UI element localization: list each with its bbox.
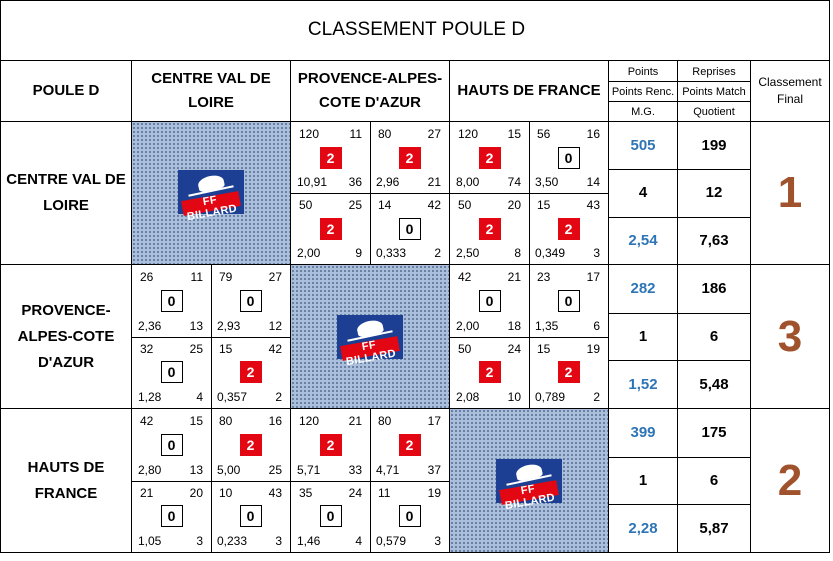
match-average: 5,00	[217, 462, 241, 477]
header-team-centre-line1: CENTRE VAL DE	[151, 70, 271, 87]
match-average: 2,96	[376, 175, 400, 189]
match-points: 50	[299, 198, 313, 212]
match-reprises: 24	[348, 485, 362, 500]
logo-text: FF BILLARD	[345, 338, 397, 369]
grid-line	[608, 504, 750, 505]
match-reprises: 21	[348, 414, 362, 428]
match-score-badge: 2	[320, 218, 342, 240]
grid-line	[0, 60, 830, 61]
match-reprises: 25	[348, 198, 362, 212]
match-score-badge: 2	[399, 147, 421, 169]
match-points: 15	[537, 198, 551, 212]
match-reprises: 21	[507, 270, 521, 284]
grid-line	[450, 193, 608, 194]
match-high-series: 4	[196, 390, 203, 404]
header-team-provence-line1: PROVENCE-ALPES-	[297, 70, 443, 87]
match-score-badge: 2	[479, 361, 501, 383]
match-high-series: 2	[434, 246, 441, 260]
match-points: 42	[140, 414, 154, 428]
match-high-series: 3	[196, 534, 203, 548]
match-average: 2,08	[456, 390, 480, 404]
grid-line	[291, 193, 449, 194]
stat-quotient: 5,48	[699, 375, 729, 393]
match-reprises: 19	[427, 485, 441, 500]
match-average: 2,36	[138, 318, 162, 333]
match-subcell	[291, 193, 370, 264]
match-reprises: 43	[586, 198, 600, 212]
row-label-provence-line2: ALPES-COTE	[17, 327, 115, 345]
match-reprises: 17	[586, 270, 600, 284]
match-points: 14	[378, 198, 392, 212]
header-classement	[751, 61, 829, 121]
match-average: 1,46	[297, 534, 321, 548]
match-subcell	[450, 122, 529, 193]
match-reprises: 15	[189, 414, 203, 428]
match-high-series: 13	[189, 318, 203, 333]
match-subcell	[450, 265, 529, 337]
match-average: 10,91	[297, 175, 328, 189]
match-average: 2,80	[138, 462, 162, 477]
final-rank: 1	[777, 168, 803, 217]
match-points: 120	[299, 127, 320, 141]
header-team-hauts: HAUTS DE FRANCE	[457, 82, 601, 99]
grid-line	[608, 60, 609, 553]
match-average: 1,28	[138, 390, 162, 404]
stat-points: 505	[630, 137, 656, 155]
grid-line	[0, 0, 1, 553]
match-subcell	[370, 481, 449, 553]
match-high-series: 36	[348, 175, 362, 189]
match-reprises: 20	[507, 198, 521, 212]
match-reprises: 16	[586, 127, 600, 141]
stat-points-renc: 4	[638, 184, 648, 202]
grid-line	[608, 313, 750, 314]
match-score-badge: 0	[399, 505, 421, 527]
header-group-label: POULE D	[32, 82, 100, 99]
match-average: 2,00	[456, 318, 480, 333]
match-high-series: 9	[355, 246, 362, 260]
match-score-badge: 2	[240, 434, 262, 456]
match-average: 1,05	[138, 534, 162, 548]
grid-line	[608, 101, 750, 102]
match-points: 35	[299, 485, 313, 500]
match-high-series: 2	[275, 390, 282, 404]
match-subcell	[370, 193, 449, 264]
match-reprises: 27	[268, 270, 282, 284]
match-average: 2,93	[217, 318, 241, 333]
match-score-badge: 0	[161, 434, 183, 456]
match-subcell	[291, 122, 370, 193]
header-team-centre	[132, 61, 290, 121]
grid-line	[608, 217, 750, 218]
ffbillard-logo	[178, 170, 244, 224]
match-high-series: 13	[189, 462, 203, 477]
match-average: 1,35	[535, 318, 559, 333]
match-points: 10	[219, 485, 233, 500]
header-classement-line2: Final	[776, 92, 803, 106]
match-subcell	[529, 265, 608, 337]
ffbillard-logo	[496, 459, 562, 513]
match-high-series: 14	[586, 175, 600, 189]
match-reprises: 42	[268, 341, 282, 356]
ffbillard-logo	[337, 315, 403, 369]
match-points: 42	[458, 270, 472, 284]
header-points-match: Points Match	[682, 85, 746, 98]
match-score-badge: 0	[320, 505, 342, 527]
match-score-badge: 2	[558, 361, 580, 383]
stat-points-renc: 1	[638, 327, 648, 345]
header-points-renc: Points Renc.	[611, 85, 675, 98]
header-team-provence	[291, 61, 449, 121]
grid-line	[449, 60, 450, 553]
match-high-series: 18	[507, 318, 521, 333]
match-subcell	[211, 337, 290, 409]
grid-line	[291, 481, 449, 482]
match-subcell	[291, 481, 370, 553]
match-points: 26	[140, 270, 154, 284]
match-score-badge: 0	[240, 505, 262, 527]
grid-line	[608, 169, 750, 170]
match-points: 32	[140, 341, 154, 356]
row-label-centre	[1, 122, 131, 264]
match-high-series: 2	[593, 390, 600, 404]
grid-line	[829, 0, 830, 553]
match-subcell	[291, 409, 370, 481]
match-points: 120	[299, 414, 320, 428]
match-subcell	[529, 193, 608, 264]
match-score-badge: 2	[479, 147, 501, 169]
match-subcell	[132, 481, 211, 553]
match-subcell	[132, 409, 211, 481]
match-average: 4,71	[376, 462, 400, 477]
self-match-cell-hauts	[450, 409, 608, 552]
row-label-hauts-line2: FRANCE	[34, 484, 98, 502]
stat-quotient: 7,63	[699, 231, 729, 249]
match-score-badge: 0	[161, 505, 183, 527]
match-points: 120	[458, 127, 479, 141]
page-title: CLASSEMENT POULE D	[307, 19, 526, 40]
match-reprises: 17	[427, 414, 441, 428]
match-high-series: 10	[507, 390, 521, 404]
stat-points-match: 6	[709, 471, 719, 489]
match-reprises: 16	[268, 414, 282, 428]
match-subcell	[370, 122, 449, 193]
match-score-badge: 2	[320, 434, 342, 456]
grid-line	[608, 360, 750, 361]
grid-line	[0, 552, 830, 553]
grid-line	[0, 121, 830, 122]
stat-reprises: 199	[701, 137, 727, 155]
stat-points: 282	[630, 280, 656, 298]
match-score-badge: 2	[399, 434, 421, 456]
match-average: 8,00	[456, 175, 480, 189]
match-score-badge: 0	[558, 290, 580, 312]
grid-line	[677, 60, 678, 553]
match-high-series: 12	[268, 318, 282, 333]
stat-mg: 2,28	[628, 519, 658, 537]
match-subcell	[132, 337, 211, 409]
row-label-provence-line3: D'AZUR	[37, 353, 95, 371]
match-points: 80	[378, 127, 392, 141]
match-score-badge: 2	[320, 147, 342, 169]
match-reprises: 42	[427, 198, 441, 212]
match-points: 11	[378, 485, 391, 500]
grid-line	[132, 337, 290, 338]
match-average: 2,50	[456, 246, 480, 260]
stat-points: 399	[630, 424, 656, 442]
grid-line	[0, 408, 830, 409]
match-subcell	[529, 337, 608, 409]
grid-line	[0, 0, 830, 1]
header-quotient: Quotient	[693, 105, 735, 118]
match-high-series: 3	[275, 534, 282, 548]
header-mg: M.G.	[631, 105, 655, 118]
match-subcell	[450, 193, 529, 264]
header-team-centre-line2: LOIRE	[188, 94, 234, 111]
match-high-series: 37	[427, 462, 441, 477]
grid-line	[0, 264, 830, 265]
match-subcell	[211, 409, 290, 481]
match-score-badge: 0	[240, 290, 262, 312]
self-match-cell-provence	[291, 265, 449, 408]
stat-quotient: 5,87	[699, 519, 729, 537]
match-high-series: 4	[355, 534, 362, 548]
match-score-badge: 0	[161, 290, 183, 312]
match-reprises: 19	[586, 341, 600, 356]
grid-line	[132, 481, 290, 482]
match-average: 5,71	[297, 462, 321, 477]
match-high-series: 33	[348, 462, 362, 477]
grid-line	[608, 457, 750, 458]
header-points: Points	[627, 66, 659, 78]
grid-line	[290, 60, 291, 553]
match-points: 79	[219, 270, 233, 284]
stat-mg: 2,54	[628, 231, 658, 249]
stat-reprises: 175	[701, 424, 727, 442]
match-subcell	[132, 265, 211, 337]
header-team-provence-line2: COTE D'AZUR	[319, 94, 421, 111]
match-points: 21	[140, 485, 154, 500]
final-rank: 2	[777, 455, 803, 505]
match-high-series: 25	[268, 462, 282, 477]
grid-line	[608, 81, 750, 82]
match-points: 23	[537, 270, 551, 284]
match-reprises: 27	[427, 127, 441, 141]
match-subcell	[211, 481, 290, 553]
row-label-hauts	[1, 409, 131, 552]
match-score-badge: 2	[240, 361, 262, 383]
match-score-badge: 0	[479, 290, 501, 312]
match-reprises: 24	[507, 341, 521, 356]
match-reprises: 43	[268, 485, 282, 500]
logo-text: FF BILLARD	[186, 193, 238, 224]
header-classement-line1: Classement	[758, 75, 822, 89]
row-label-centre-line2: LOIRE	[43, 197, 89, 214]
match-high-series: 3	[593, 246, 600, 260]
row-label-centre-line1: CENTRE VAL DE	[6, 171, 126, 188]
match-high-series: 74	[507, 175, 521, 189]
final-rank: 3	[777, 311, 803, 361]
match-high-series: 6	[593, 318, 600, 333]
match-reprises: 15	[507, 127, 521, 141]
match-average: 3,50	[535, 175, 559, 189]
match-points: 80	[378, 414, 392, 428]
match-points: 50	[458, 198, 472, 212]
match-score-badge: 0	[558, 147, 580, 169]
match-score-badge: 0	[399, 218, 421, 240]
match-reprises: 20	[189, 485, 203, 500]
match-average: 0,233	[217, 534, 248, 548]
logo-text: FF BILLARD	[504, 482, 556, 513]
match-average: 0,357	[217, 390, 248, 404]
match-average: 0,333	[376, 246, 407, 260]
match-average: 0,579	[376, 534, 407, 548]
stat-reprises: 186	[701, 280, 727, 298]
match-subcell	[450, 337, 529, 409]
match-score-badge: 2	[479, 218, 501, 240]
header-reprises: Reprises	[692, 66, 736, 78]
stat-mg: 1,52	[628, 375, 658, 393]
match-points: 15	[219, 341, 233, 356]
match-points: 50	[458, 341, 472, 356]
match-points: 56	[537, 127, 551, 141]
row-label-provence-line1: PROVENCE-	[21, 301, 111, 319]
match-subcell	[529, 122, 608, 193]
match-average: 0,789	[535, 390, 566, 404]
stat-points-match: 6	[709, 327, 719, 345]
match-high-series: 3	[434, 534, 441, 548]
match-reprises: 25	[189, 341, 203, 356]
grid-line	[750, 60, 751, 553]
match-score-badge: 0	[161, 361, 183, 383]
match-points: 15	[537, 341, 551, 356]
match-average: 2,00	[297, 246, 321, 260]
match-average: 0,349	[535, 246, 566, 260]
grid-line	[450, 337, 608, 338]
match-high-series: 8	[514, 246, 521, 260]
match-score-badge: 2	[558, 218, 580, 240]
stat-points-match: 12	[705, 184, 723, 202]
row-label-hauts-line1: HAUTS DE	[27, 458, 105, 476]
match-subcell	[211, 265, 290, 337]
grid-line	[131, 60, 132, 553]
match-subcell	[370, 409, 449, 481]
match-reprises: 11	[190, 270, 203, 284]
match-high-series: 21	[427, 175, 441, 189]
match-reprises: 11	[349, 127, 362, 141]
match-points: 80	[219, 414, 233, 428]
stat-points-renc: 1	[638, 471, 648, 489]
self-match-cell-centre	[132, 122, 290, 264]
row-label-provence	[1, 265, 131, 408]
